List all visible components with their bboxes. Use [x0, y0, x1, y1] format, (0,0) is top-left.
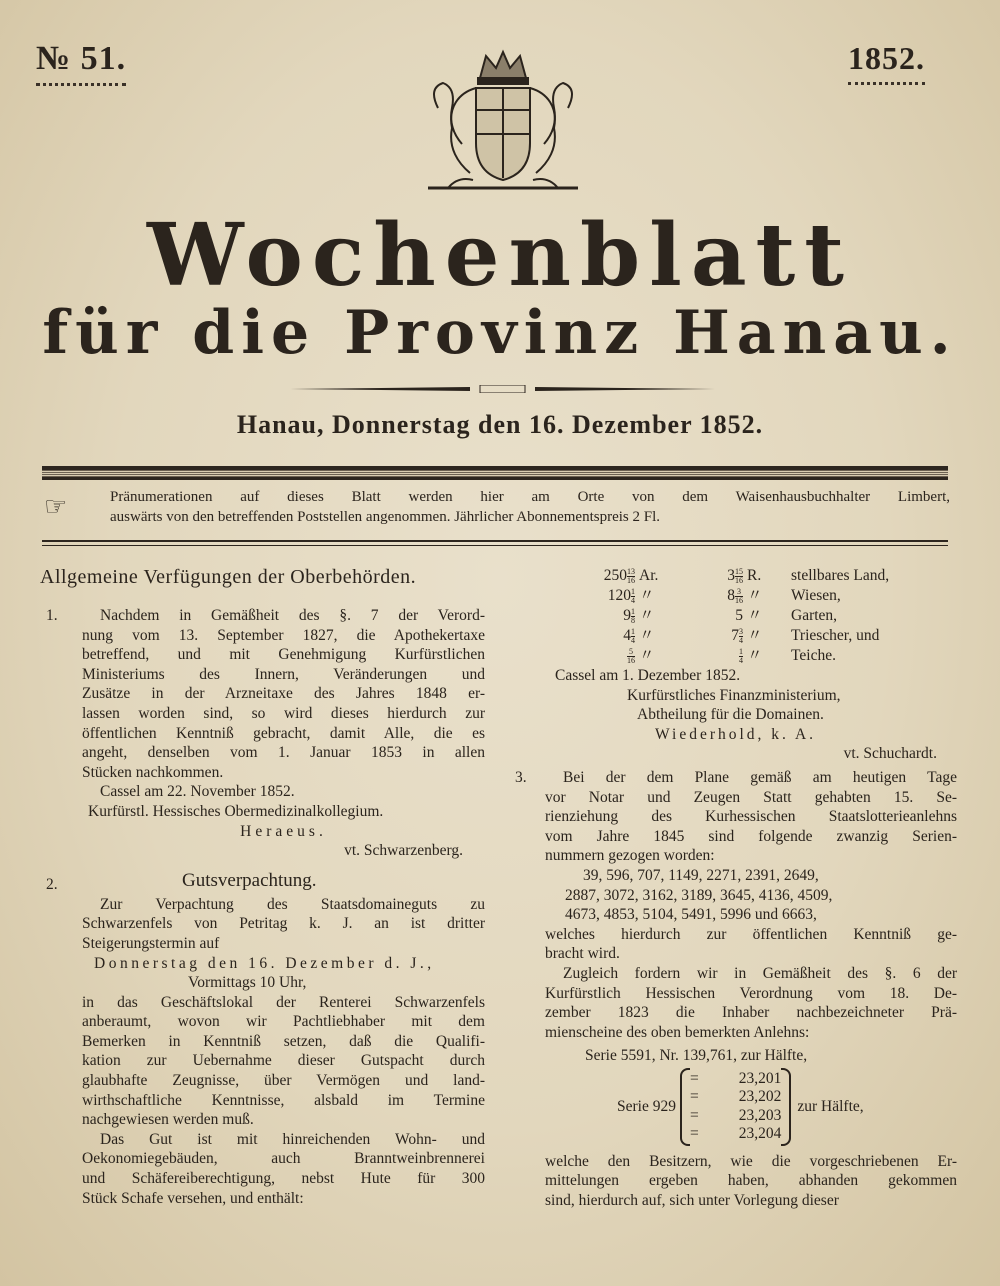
land-table-cell: [555, 566, 635, 586]
land-table-cell: [639, 646, 679, 666]
heavy-rule: [42, 466, 948, 480]
coat-of-arms-icon: [418, 48, 588, 198]
unit: 〃: [639, 607, 655, 624]
article-2-body: [82, 895, 485, 954]
notice-line: auswärts von den betreffenden Poststellen angenommen. Jährlicher Abonnementspreis 2 Fl.: [110, 508, 661, 525]
series-numbers-line: 39, 596, 707, 1149, 2271, 2391, 2649,: [583, 866, 819, 884]
text-line: Ministeriums des Innern, Veränderungen und: [82, 665, 485, 683]
ornamental-rule: [290, 385, 715, 393]
land-description: Triescher, und: [791, 627, 880, 644]
serie-group-item: [690, 1088, 781, 1107]
unit: Ar.: [639, 567, 659, 584]
article-1-body: [82, 606, 485, 782]
text-line: und Schäfereiberechtigung, nebst Hute für 300: [82, 1170, 485, 1188]
serie-number: 23,202: [738, 1088, 782, 1106]
issue-number-text: № 51.: [36, 40, 127, 77]
place-date: Cassel am 1. Dezember 1852.: [555, 667, 741, 684]
unit: 〃: [639, 647, 655, 664]
article-3-body: [545, 1152, 957, 1211]
serie-group-item: [690, 1125, 781, 1144]
article-number: 2.: [46, 875, 58, 893]
authority-department: Abtheilung für die Domainen.: [637, 706, 824, 724]
text-line: öffentlichen Kenntniß gebracht, damit Alle, die es: [82, 724, 485, 742]
land-table-cell: [555, 586, 635, 606]
double-rule: [42, 540, 948, 546]
whole: 250: [603, 567, 627, 584]
unit: 〃: [747, 587, 763, 604]
text-line: lassen worden sind, so wird dieses hierdurch zur: [82, 704, 485, 722]
serie-group-suffix: zur Hälfte,: [797, 1097, 864, 1115]
article-heading: Gutsverpachtung.: [182, 869, 317, 891]
series-numbers-line: 4673, 4853, 5104, 5491, 5996 und 6663,: [565, 906, 817, 924]
fraction: [631, 588, 635, 605]
issue-number: [36, 40, 126, 86]
text-line: wirthschaftliche Kenntnisse, alsbald im Termine: [82, 1091, 485, 1109]
auction-date: Donnerstag den 16. Dezember d. J.,: [94, 954, 435, 972]
decorative-underline: [848, 77, 925, 85]
unit: 〃: [747, 607, 763, 624]
numerator: 3: [739, 626, 743, 636]
article-number: 3.: [515, 768, 527, 786]
text-line: welches hierdurch zur öffentlichen Kenntniß ge-: [545, 925, 957, 943]
numerator: 15: [735, 566, 743, 576]
land-table-cell: [791, 606, 957, 626]
article-3-body: [545, 925, 957, 964]
text-line: Schwarzenfels von Petritag k. J. an ist dritter: [82, 915, 485, 933]
serie-number: 23,203: [738, 1106, 782, 1124]
text-line: kation zur Uebernahme dieser Gutspacht durch: [82, 1052, 485, 1070]
countersign: vt. Schuchardt.: [843, 745, 937, 763]
unit: 〃: [747, 627, 763, 644]
land-table-cell: [683, 586, 743, 606]
section-heading: Allgemeine Verfügungen der Oberbehörden.: [40, 566, 417, 588]
drawn-series-numbers: [545, 866, 957, 925]
article-3-body: [545, 964, 957, 1042]
text-line: vor Notar und Zeugen Statt gehabten 15. Se-: [545, 788, 957, 806]
denominator: 16: [735, 575, 743, 585]
ditto-mark: =: [689, 1069, 699, 1087]
ditto-mark: =: [689, 1125, 699, 1143]
ditto-mark: =: [689, 1106, 699, 1124]
land-table-cell: [639, 606, 679, 626]
issue-year: [848, 40, 925, 85]
text-line: sind, hierdurch auf, sich unter Vorlegung dieser: [545, 1192, 839, 1210]
land-table-cell: [791, 586, 957, 606]
numerator: 1: [631, 586, 635, 596]
left-column: [40, 562, 485, 1208]
whole: 5: [735, 607, 743, 624]
serie-group-item: [690, 1070, 781, 1089]
serie-number: 23,204: [738, 1125, 782, 1143]
land-table-cell: [639, 566, 679, 586]
authority: Kurfürstliches Finanzministerium,: [627, 686, 841, 704]
serie-line: Serie 5591, Nr. 139,761, zur Hälfte,: [585, 1047, 808, 1065]
denominator: 16: [627, 575, 635, 585]
fraction: [631, 608, 635, 625]
notice-line: Pränumerationen auf dieses Blatt werden hier am Orte von dem Waisenhausbuchhalter Limbert,: [110, 489, 950, 505]
pointing-hand-icon: ☞: [44, 492, 68, 521]
article-2: [40, 871, 485, 1209]
denominator: 8: [631, 615, 635, 625]
whole: 120: [607, 587, 631, 604]
serie-group: [617, 1068, 957, 1146]
fraction: [631, 628, 635, 645]
whole: 7: [731, 627, 739, 644]
numerator: 1: [631, 626, 635, 636]
text-line: Zusätze in der Arzneitaxe des Jahres 1848 er-: [82, 685, 485, 703]
land-description: Wiesen,: [791, 587, 841, 604]
article-2-body: [82, 993, 485, 1130]
text-line: Steigerungstermin auf: [82, 934, 220, 952]
series-numbers-line: 2887, 3072, 3162, 3189, 3645, 4136, 4509,: [565, 886, 833, 904]
text-line: Das Gut ist mit hinreichenden Wohn- und: [100, 1130, 485, 1148]
unit: R.: [747, 567, 762, 584]
text-line: Oekonomiegebäuden, auch Branntweinbrennerei: [82, 1150, 485, 1168]
land-table-cell: [791, 626, 957, 646]
land-description: stellbares Land,: [791, 567, 890, 584]
article-3-body: [545, 768, 957, 866]
text-line: glaubhafte Zeugnisse, über Vermögen und land-: [82, 1072, 485, 1090]
text-line: Nachdem in Gemäßheit des §. 7 der Verord-: [100, 607, 485, 624]
text-line: Kurfürstlich Hessischen Verordnung vom 18. De-: [545, 984, 957, 1002]
fraction: [627, 568, 635, 585]
whole: 4: [623, 627, 631, 644]
land-table-cell: [747, 566, 787, 586]
newspaper-title: Wochenblatt: [146, 205, 854, 306]
fraction: [627, 648, 635, 665]
text-line: anberaumt, wovon wir Pachtliebhaber mit dem: [82, 1013, 485, 1031]
article-2-body: [82, 1130, 485, 1208]
brace-right: [781, 1068, 791, 1146]
land-table-cell: [747, 606, 787, 626]
denominator: 4: [739, 655, 743, 665]
text-line: Zugleich fordern wir in Gemäßheit des §. 6 der: [563, 964, 957, 982]
dateline: Hanau, Donnerstag den 16. Dezember 1852.: [236, 410, 764, 439]
text-line: in das Geschäftslokal der Renterei Schwarzenfels: [82, 993, 485, 1011]
land-table-cell: [683, 646, 743, 666]
land-table-cell: [555, 646, 635, 666]
fraction: [735, 588, 743, 605]
whole: 9: [623, 607, 631, 624]
land-table-cell: [791, 646, 957, 666]
text-line: Bemerken in Kenntniß setzen, daß die Qualifi-: [82, 1032, 485, 1050]
land-description: Teiche.: [791, 647, 836, 664]
numerator: 13: [627, 566, 635, 576]
unit: 〃: [639, 627, 655, 644]
numerator: 3: [737, 586, 741, 596]
land-table: [555, 566, 957, 666]
subscription-notice: [110, 488, 950, 527]
land-table-cell: [747, 586, 787, 606]
numerator: 1: [739, 646, 743, 656]
signer: Wiederhold, k. A.: [655, 725, 817, 743]
text-line: betreffend, und mit Genehmigung Kurfürstlichen: [82, 646, 485, 664]
land-table-cell: [555, 606, 635, 626]
unit: 〃: [747, 647, 763, 664]
whole: 3: [727, 567, 735, 584]
brace-left: [680, 1068, 690, 1146]
text-line: nummern gezogen worden:: [545, 847, 715, 865]
numerator: 1: [631, 606, 635, 616]
ditto-mark: =: [689, 1088, 699, 1106]
article-number: 1.: [46, 607, 58, 624]
fraction: [735, 568, 743, 585]
place-date: Cassel am 22. November 1852.: [100, 783, 295, 801]
land-table-cell: [639, 586, 679, 606]
denominator: 16: [735, 595, 743, 605]
land-description: Garten,: [791, 607, 838, 624]
signer: Heraeus.: [240, 822, 327, 840]
fraction: [739, 648, 743, 665]
right-column: [515, 566, 957, 1211]
land-table-cell: [683, 606, 743, 626]
authority: Kurfürstl. Hessisches Obermedizinalkollegium.: [88, 802, 384, 820]
serie-group-items: [690, 1070, 781, 1144]
countersign: vt. Schwarzenberg.: [344, 842, 463, 860]
decorative-underline: [36, 78, 126, 86]
text-line: vom Jahre 1845 sind folgende zwanzig Serien-: [545, 827, 957, 845]
auction-time: Vormittags 10 Uhr,: [188, 974, 307, 992]
text-line: Stück Schafe versehen, und enthält:: [82, 1189, 304, 1207]
denominator: 4: [631, 595, 635, 605]
article-3: [515, 768, 957, 1211]
text-line: Zur Verpachtung des Staatsdomaineguts zu: [100, 895, 485, 913]
land-table-cell: [555, 626, 635, 646]
whole: 8: [727, 587, 735, 604]
land-table-cell: [791, 566, 957, 586]
text-line: nung vom 13. September 1827, die Apothekertaxe: [82, 626, 485, 644]
land-table-cell: [683, 626, 743, 646]
unit: 〃: [639, 587, 655, 604]
text-line: mittelungen ergeben haben, abhanden gekommen: [545, 1172, 957, 1190]
fraction: [739, 628, 743, 645]
text-line: zember 1823 die Inhaber nachbezeichneter Prä-: [545, 1004, 957, 1022]
text-line: mienscheine des oben bemerkten Anlehns:: [545, 1023, 810, 1041]
text-line: welche den Besitzern, wie die vorgeschriebenen Er-: [545, 1152, 957, 1170]
denominator: 4: [631, 635, 635, 645]
issue-year-text: 1852.: [848, 40, 925, 76]
text-line: rienziehung des Kurhessischen Staatslotterieanlehns: [545, 808, 957, 826]
serie-number: 23,201: [738, 1069, 782, 1087]
denominator: 4: [739, 635, 743, 645]
land-table-cell: [747, 646, 787, 666]
numerator: 5: [629, 646, 633, 656]
denominator: 16: [627, 655, 635, 665]
land-table-cell: [639, 626, 679, 646]
land-table-cell: [683, 566, 743, 586]
text-line: bracht wird.: [545, 945, 620, 963]
serie-group-item: [690, 1107, 781, 1126]
newspaper-subtitle: für die Provinz Hanau.: [42, 298, 958, 368]
serie-group-label: Serie 929: [617, 1097, 676, 1115]
text-line: Bei der dem Plane gemäß am heutigen Tage: [563, 768, 957, 786]
text-line: nachgewiesen werden muß.: [82, 1111, 254, 1129]
text-line: angeht, denselben vom 1. Januar 1853 in allen: [82, 744, 485, 762]
article-1: [40, 606, 485, 861]
land-table-cell: [747, 626, 787, 646]
text-line: Stücken nachkommen.: [82, 763, 224, 781]
